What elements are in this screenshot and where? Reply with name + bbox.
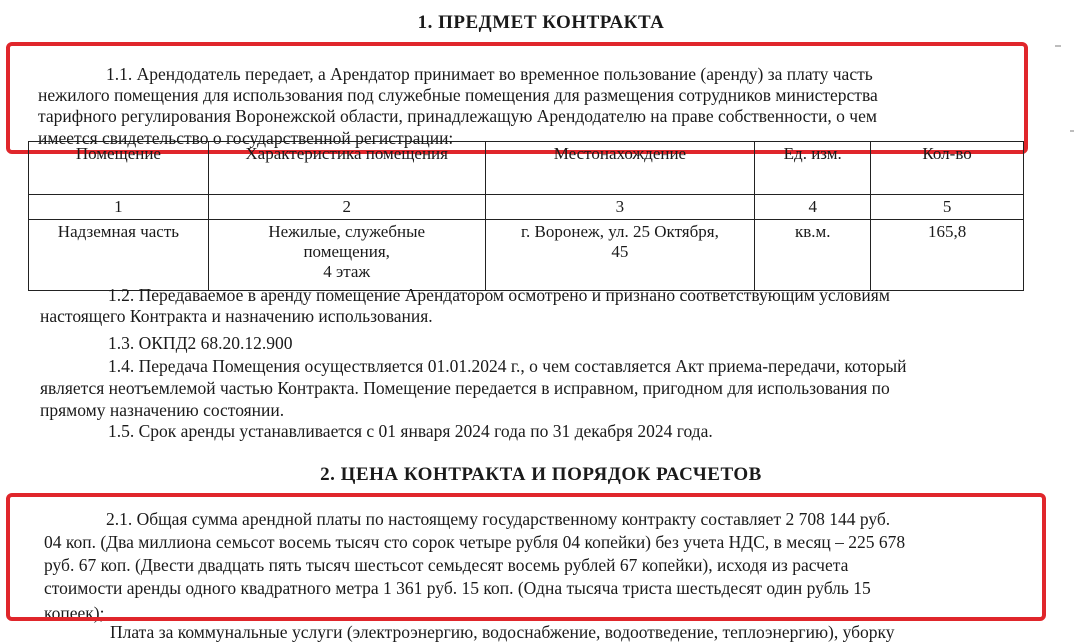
highlight-box-1 [6,42,1028,154]
table-number-cell: 3 [485,195,755,220]
paragraph-1-4-line: 1.4. Передача Помещения осуществляется 01.01.2024 г., о чем составляется Акт приема-передачи, который [108,356,907,376]
paragraph-line: стоимости аренды одного квадратного метра 1 361 руб. 15 коп. (Одна тысяча триста шестьдесят один рубль 15 [44,578,871,598]
section-1-heading: 1. ПРЕДМЕТ КОНТРАКТА [417,12,665,33]
paragraph-line: 1.1. Арендодатель передает, а Арендатор принимает во временное пользование (аренду) за плату часть [106,64,873,84]
paragraph-1-4-line: прямому назначению состоянии. [40,400,285,420]
paragraph-1-3: 1.3. ОКПД2 68.20.12.900 [108,333,293,353]
scan-mark [1070,130,1074,132]
paragraph-line: 04 коп. (Два миллиона семьсот восемь тысяч сто сорок четыре рубля 04 копейки) без учета НДС, в месяц – 225 678 [44,532,906,552]
table-header-cell: Ед. изм. [755,142,871,195]
table-header-cell: Помещение [29,142,209,195]
table-row [29,220,1024,291]
cell-line: помещения, [303,242,390,261]
table-cell-room: Надземная часть [29,220,209,291]
cell-line: г. Воронеж, ул. 25 Октября, [521,222,719,241]
table-number-cell: 1 [29,195,209,220]
highlight-box-2 [6,493,1046,621]
paragraph-line: имеется свидетельство о государственной регистрации: [38,128,454,148]
paragraph-1-5: 1.5. Срок аренды устанавливается с 01 января 2024 года по 31 декабря 2024 года. [108,421,713,441]
table-cell-location [485,220,755,291]
table-header-cell: Характеристика помещения [208,142,485,195]
table-number-row [29,195,1024,220]
paragraph-line: тарифного регулирования Воронежской области, принадлежащую Арендодателю на праве собственности, о чем [38,106,877,126]
paragraph-line: руб. 67 коп. (Двести двадцать пять тысяч шестьсот семьдесят восемь рублей 67 копейки), исходя из расчета [44,555,849,575]
table-cell-unit: кв.м. [755,220,871,291]
premises-table [28,141,1024,291]
table-header-cell: Местонахождение [485,142,755,195]
table-number-cell: 5 [871,195,1024,220]
table-number-cell: 4 [755,195,871,220]
table-cell-characteristic [208,220,485,291]
paragraph-1-4-line: является неотъемлемой частью Контракта. Помещение передается в исправном, пригодном для использования по [40,378,890,398]
cell-line: 45 [611,242,629,261]
cell-line: Нежилые, служебные [268,222,426,241]
paragraph-1-2-line: 1.2. Передаваемое в аренду помещение Арендатором осмотрено и признано соответствующим условиям [108,285,890,305]
table-header-cell: Кол-во [871,142,1024,195]
paragraph-1-2-line: настоящего Контракта и назначению использования. [40,306,433,326]
scan-mark [1055,45,1061,47]
table-cell-quantity: 165,8 [871,220,1024,291]
table-header-row [29,142,1024,195]
paragraph-line: нежилого помещения для использования под служебные помещения для размещения сотрудников министерства [38,85,878,105]
paragraph-line: 2.1. Общая сумма арендной платы по настоящему государственному контракту составляет 2 708 144 руб. [106,509,891,529]
cell-line: 4 этаж [323,262,371,281]
paragraph-line: копеек); [44,603,105,623]
section-2-heading: 2. ЦЕНА КОНТРАКТА И ПОРЯДОК РАСЧЕТОВ [320,464,762,485]
paragraph-2-2-partial: Плата за коммунальные услуги (электроэнергию, водоснабжение, водоотведение, теплоэнергию), уборку [110,622,895,642]
table-number-cell: 2 [208,195,485,220]
